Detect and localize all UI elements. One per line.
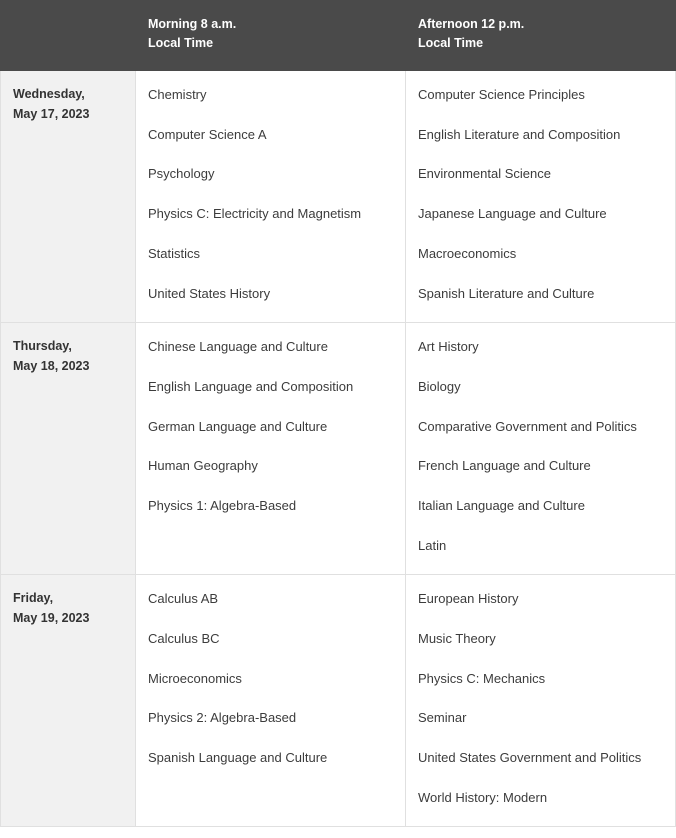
day-cell: [1, 322, 136, 574]
list-item: Art History: [418, 338, 479, 354]
exam-list: [148, 585, 393, 772]
table-row: [1, 574, 676, 826]
exam-list: [418, 81, 663, 308]
day-name: Thursday,: [13, 338, 72, 353]
list-item: Chemistry: [148, 86, 207, 102]
morning-exams-cell: [136, 70, 406, 322]
list-item: Italian Language and Culture: [418, 498, 585, 514]
exam-list: [148, 81, 393, 308]
list-item: Macroeconomics: [418, 246, 517, 262]
list-item: Physics 1: Algebra-Based: [148, 498, 297, 514]
day-name: Wednesday,: [13, 86, 85, 101]
table-header: [1, 1, 676, 71]
exam-list: [148, 333, 393, 520]
list-item: Calculus AB: [148, 590, 219, 606]
day-date: May 19, 2023: [13, 610, 90, 625]
header-morning-time: Morning 8 a.m.: [148, 17, 237, 31]
list-item: Japanese Language and Culture: [418, 206, 607, 222]
afternoon-exams-cell: [406, 574, 676, 826]
list-item: Calculus BC: [148, 630, 220, 646]
header-afternoon: [406, 1, 676, 71]
afternoon-exams-cell: [406, 70, 676, 322]
list-item: Environmental Science: [418, 166, 551, 182]
exam-list: [418, 585, 663, 812]
list-item: Spanish Language and Culture: [148, 750, 328, 766]
header-row: [1, 1, 676, 71]
day-date: May 17, 2023: [13, 106, 90, 121]
list-item: Microeconomics: [148, 670, 242, 686]
header-morning: [136, 1, 406, 71]
list-item: Computer Science Principles: [418, 86, 585, 102]
list-item: Spanish Literature and Culture: [418, 285, 595, 301]
header-morning-note: Local Time: [148, 36, 214, 51]
day-cell: [1, 70, 136, 322]
list-item: Physics 2: Algebra-Based: [148, 710, 297, 726]
day-cell: [1, 574, 136, 826]
morning-exams-cell: [136, 322, 406, 574]
list-item: Psychology: [148, 166, 215, 182]
list-item: United States History: [148, 285, 271, 301]
list-item: Human Geography: [148, 458, 258, 474]
list-item: Statistics: [148, 246, 201, 262]
list-item: French Language and Culture: [418, 458, 591, 474]
list-item: United States Government and Politics: [418, 750, 642, 766]
list-item: Physics C: Electricity and Magnetism: [148, 206, 362, 222]
exam-list: [418, 333, 663, 560]
afternoon-exams-cell: [406, 322, 676, 574]
list-item: Comparative Government and Politics: [418, 418, 637, 434]
header-afternoon-time: Afternoon 12 p.m.: [418, 17, 525, 31]
day-name: Friday,: [13, 590, 54, 605]
day-date: May 18, 2023: [13, 358, 90, 373]
list-item: German Language and Culture: [148, 418, 328, 434]
list-item: European History: [418, 590, 519, 606]
list-item: Music Theory: [418, 630, 496, 646]
header-afternoon-note: Local Time: [418, 36, 484, 51]
table-row: [1, 70, 676, 322]
list-item: Physics C: Mechanics: [418, 670, 546, 686]
list-item: Chinese Language and Culture: [148, 338, 328, 354]
list-item: World History: Modern: [418, 790, 548, 806]
list-item: English Literature and Composition: [418, 126, 621, 142]
header-corner-cell: [1, 1, 136, 71]
list-item: Computer Science A: [148, 126, 267, 142]
morning-exams-cell: [136, 574, 406, 826]
table-body: [1, 70, 676, 826]
table-row: [1, 322, 676, 574]
list-item: Latin: [418, 538, 447, 554]
list-item: English Language and Composition: [148, 378, 354, 394]
list-item: Biology: [418, 378, 461, 394]
list-item: Seminar: [418, 710, 467, 726]
